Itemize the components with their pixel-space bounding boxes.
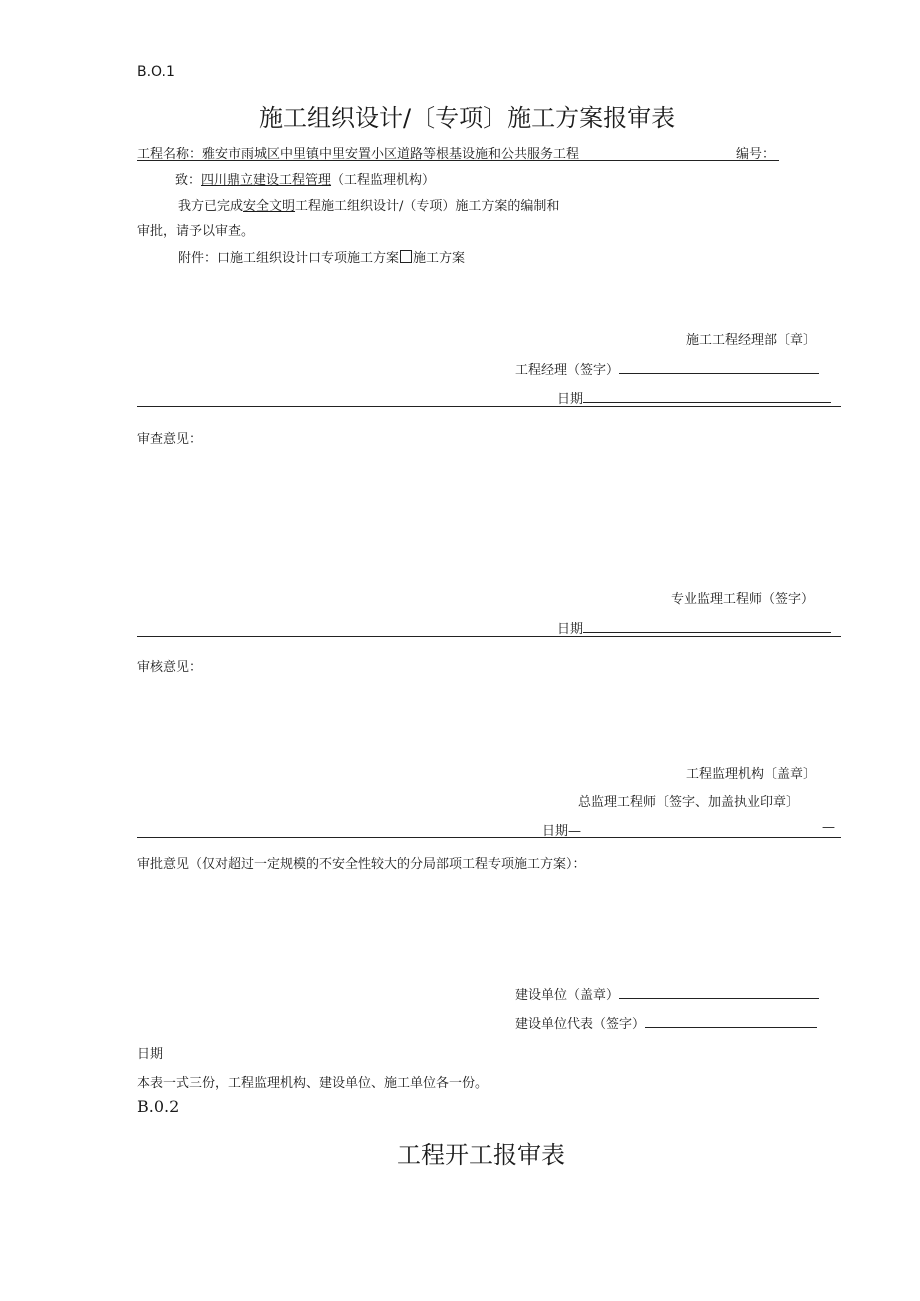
review-label: 审查意见： (137, 432, 203, 447)
body-line-1 (178, 195, 559, 214)
engineer-sign: 专业监理工程师（签字） (671, 592, 815, 607)
owner-rep-label: 建设单位代表（签字） (515, 1017, 646, 1032)
date-label-4: 日期 (137, 1047, 164, 1062)
contractor-dept: 施工工程经理部〔章〕 (686, 333, 817, 348)
footer-note: 本表一式三份，工程监理机构、建设单位、施工单位各一份。 (137, 1076, 489, 1091)
body-project-type: 安全文明 (243, 199, 296, 214)
owner-seal-line (515, 984, 819, 1003)
body-line-2: 审批，请予以审查。 (137, 224, 255, 239)
chief-engineer: 总监理工程师〔签字、加盖执业印章〕 (578, 795, 800, 810)
date-line-1 (557, 388, 831, 407)
pm-sign-label: 工程经理（签字） (515, 363, 620, 378)
owner-seal-field[interactable] (619, 998, 819, 999)
to-line (175, 169, 435, 188)
audit-label: 审核意见： (137, 660, 203, 675)
body-prefix: 我方已完成 (178, 199, 244, 214)
attachment-label: 附件： (178, 251, 218, 266)
date-field[interactable] (583, 632, 831, 633)
checkbox-icon[interactable] (400, 250, 412, 263)
date-field[interactable] (583, 402, 831, 403)
section-divider (137, 837, 841, 838)
owner-rep-field[interactable] (645, 1027, 817, 1028)
date-line-3: 日期— (542, 824, 582, 839)
form2-title: 工程开工报审表 (397, 1141, 565, 1169)
form2-code: B.0.2 (137, 1097, 180, 1116)
project-name: 雅安市雨城区中里镇中里安置小区道路等根基设施和公共服务工程 (202, 147, 580, 162)
form-title: 施工组织设计/〔专项〕施工方案报审表 (259, 104, 676, 132)
section-divider (137, 636, 841, 637)
to-label: 致： (175, 173, 202, 188)
date-line-2 (557, 618, 831, 637)
attach-option-plan: 施工方案 (413, 251, 466, 266)
date-label: 日期 (557, 392, 584, 407)
header-underline (137, 160, 779, 161)
to-suffix: （工程监理机构） (331, 173, 436, 188)
number-label: 编号： (736, 147, 776, 162)
attachment-line (178, 247, 465, 266)
supervision-org: 工程监理机构〔盖章〕 (686, 767, 817, 782)
section-divider (137, 406, 841, 407)
date-label: 日期 (557, 622, 584, 637)
pm-sign-field[interactable] (619, 373, 819, 374)
body-suffix: 工程施工组织设计/（专项）施工方案的编制和 (295, 199, 560, 214)
form-code: B.O.1 (137, 64, 175, 80)
owner-seal-label: 建设单位（盖章） (515, 988, 620, 1003)
pm-sign-line (515, 359, 819, 378)
attach-option-special-plan: 口专项施工方案 (308, 251, 400, 266)
approval-label: 审批意见（仅对超过一定规模的不安全性较大的分局部项工程专项施工方案）： (137, 857, 586, 872)
date-dash: — (822, 820, 835, 835)
project-label: 工程名称： (137, 147, 203, 162)
to-org: 四川鼎立建设工程管理 (201, 173, 332, 188)
owner-rep-line (515, 1013, 817, 1032)
attach-option-org-design: 口施工组织设计 (217, 251, 309, 266)
